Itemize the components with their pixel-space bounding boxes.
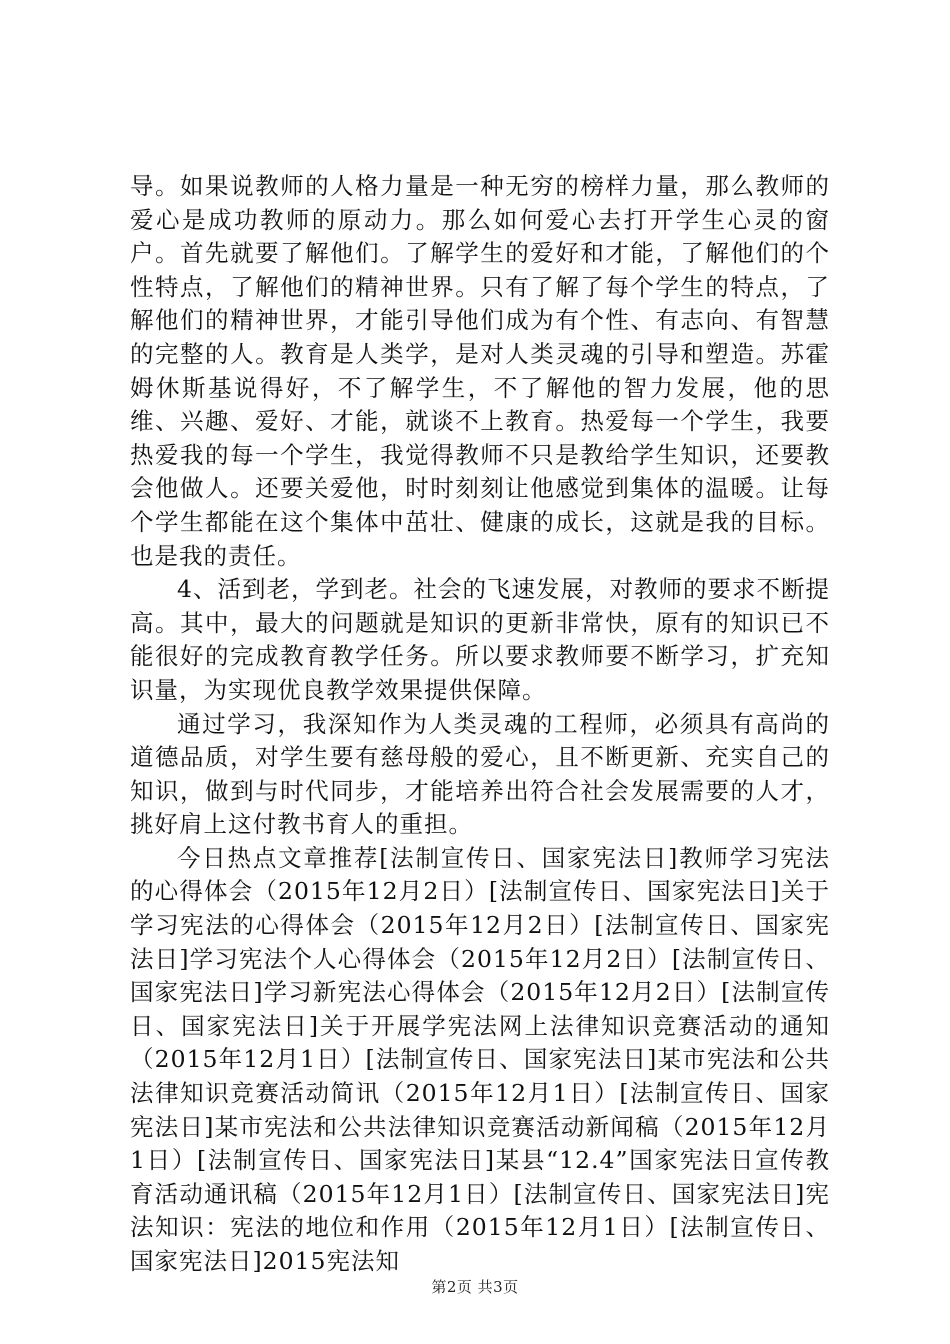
paragraph-recommended-articles: 今日热点文章推荐[法制宣传日、国家宪法日]教师学习宪法的心得体会（2015年12月2日）[法制宣传日、国家宪法日]关于学习宪法的心得体会（2015年12月2日）[法制宣传日、国家宪法日]学习宪法个人心得体会（2015年12月2日）[法制宣传日、国家宪法日]学习新宪法心得体会（2015年12月2日）[法制宣传日、国家宪法日]关于开展学宪法网上法律知识竞赛活动的通知（2015年12月1日）[法制宣传日、国家宪法日]某市宪法和公共法律知识竞赛活动简讯（2015年12月1日）[法制宣传日、国家宪法日]某市宪法和公共法律知识竞赛活动新闻稿（2015年12月1日）[法制宣传日、国家宪法日]某县“12.4”国家宪法日宣传教育活动通讯稿（2015年12月1日）[法制宣传日、国家宪法日]宪法知识：宪法的地位和作用（2015年12月1日）[法制宣传日、国家宪法日]2015宪法知	[130, 843, 830, 1275]
paragraph-teacher-love: 导。如果说教师的人格力量是一种无穷的榜样力量，那么教师的爱心是成功教师的原动力。那么如何爱心去打开学生心灵的窗户。首先就要了解他们。了解学生的爱好和才能，了解他们的个性特点，了解他们的精神世界。只有了解了每个学生的特点，了解他们的精神世界，才能引导他们成为有个性、有志向、有智慧的完整的人。教育是人类学，是对人类灵魂的引导和塑造。苏霍姆休斯基说得好，不了解学生，不了解他的智力发展，他的思维、兴趣、爱好、才能，就谈不上教育。热爱每一个学生，我要热爱我的每一个学生，我觉得教师不只是教给学生知识，还要教会他做人。还要关爱他，时时刻刻让他感觉到集体的温暖。让每个学生都能在这个集体中茁壮、健康的成长，这就是我的目标。也是我的责任。	[130, 172, 830, 570]
page-footer: 第2页 共3页	[431, 1278, 519, 1296]
document-body	[130, 170, 830, 1279]
paragraph-conclusion: 通过学习，我深知作为人类灵魂的工程师，必须具有高尚的道德品质，对学生要有慈母般的爱心，且不断更新、充实自己的知识，做到与时代同步，才能培养出符合社会发展需要的人才，挑好肩上这付教书育人的重担。	[130, 709, 830, 839]
paragraph-lifelong-learning: 4、活到老，学到老。社会的飞速发展，对教师的要求不断提高。其中，最大的问题就是知识的更新非常快，原有的知识已不能很好的完成教育教学任务。所以要求教师要不断学习，扩充知识量，为实现优良教学效果提供保障。	[130, 575, 830, 704]
